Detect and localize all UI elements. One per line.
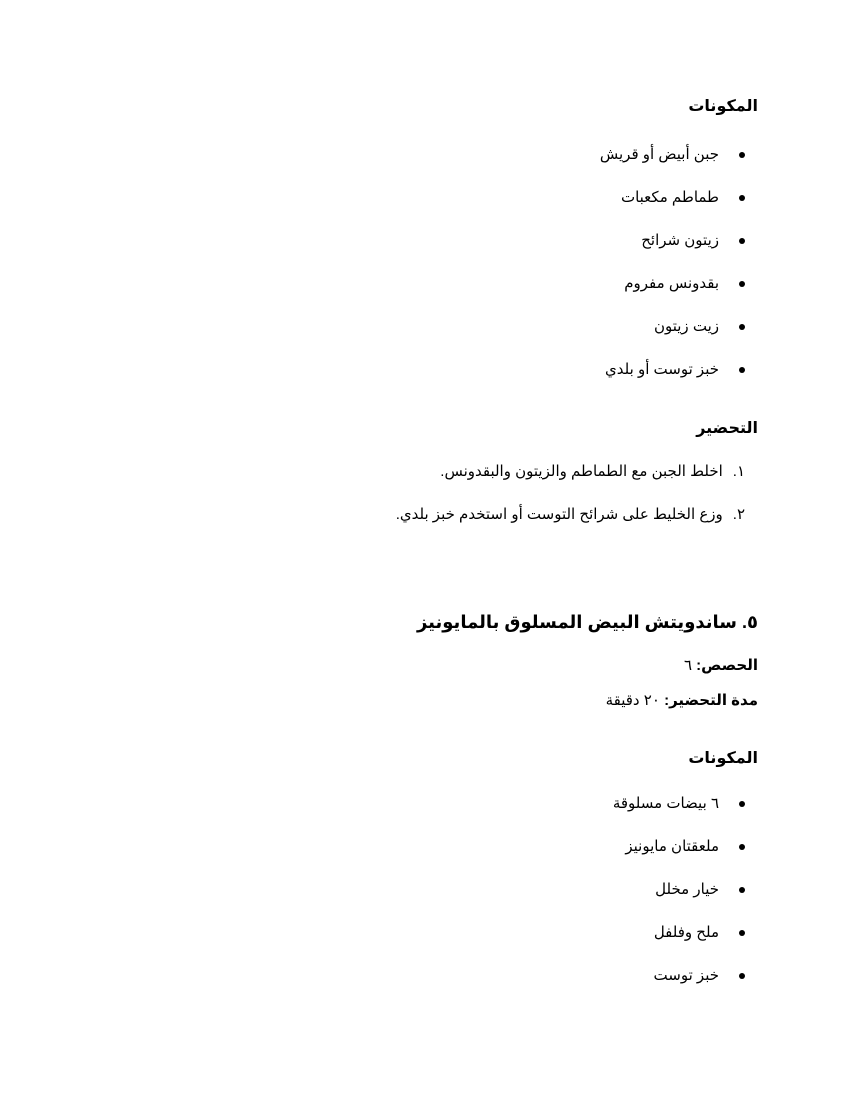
ingredient-text: زيت زيتون bbox=[653, 318, 719, 335]
step-number: ١. bbox=[732, 463, 745, 480]
prep-time-label: مدة التحضير: bbox=[664, 692, 758, 709]
bullet-icon bbox=[739, 973, 745, 979]
list-item bbox=[613, 837, 745, 880]
preparation-steps bbox=[396, 462, 745, 548]
bullet-icon bbox=[739, 195, 745, 201]
step-item bbox=[396, 505, 745, 548]
prep-time-line bbox=[606, 691, 758, 709]
bullet-icon bbox=[739, 238, 745, 244]
bullet-icon bbox=[739, 930, 745, 936]
ingredient-text: خبز توست bbox=[653, 967, 719, 984]
step-number: ٢. bbox=[732, 506, 745, 523]
bullet-icon bbox=[739, 887, 745, 893]
recipe-title: ٥. ساندويتش البيض المسلوق بالمايونيز bbox=[416, 612, 758, 632]
bullet-icon bbox=[739, 801, 745, 807]
ingredients-list bbox=[600, 145, 745, 403]
servings-value: ٦ bbox=[683, 657, 692, 674]
ingredient-text: خيار مخلل bbox=[655, 881, 719, 898]
ingredients-list bbox=[613, 794, 745, 1009]
prep-time-value: ٢٠ دقيقة bbox=[605, 692, 660, 709]
ingredient-text: طماطم مكعبات bbox=[620, 189, 719, 206]
step-text: وزع الخليط على شرائح التوست أو استخدم خبز بلدي. bbox=[395, 506, 723, 523]
list-item bbox=[600, 188, 745, 231]
ingredient-text: جبن أبيض أو قريش bbox=[599, 146, 719, 163]
bullet-icon bbox=[739, 281, 745, 287]
ingredient-text: خبز توست أو بلدي bbox=[605, 361, 719, 378]
ingredients-heading: المكونات bbox=[688, 750, 758, 767]
bullet-icon bbox=[739, 367, 745, 373]
ingredient-text: ملعقتان مايونيز bbox=[625, 838, 719, 855]
step-text: اخلط الجبن مع الطماطم والزيتون والبقدونس. bbox=[440, 463, 723, 480]
step-item bbox=[396, 462, 745, 505]
bullet-icon bbox=[739, 844, 745, 850]
list-item bbox=[600, 231, 745, 274]
ingredient-text: ٦ بيضات مسلوقة bbox=[612, 795, 719, 812]
bullet-icon bbox=[739, 324, 745, 330]
list-item bbox=[613, 880, 745, 923]
list-item bbox=[613, 794, 745, 837]
servings-line bbox=[684, 656, 758, 674]
preparation-heading: التحضير bbox=[696, 420, 758, 437]
list-item bbox=[600, 317, 745, 360]
bullet-icon bbox=[739, 152, 745, 158]
ingredient-text: زيتون شرائح bbox=[641, 232, 719, 249]
ingredient-text: ملح وفلفل bbox=[653, 924, 719, 941]
list-item bbox=[600, 145, 745, 188]
list-item bbox=[600, 360, 745, 403]
list-item bbox=[613, 966, 745, 1009]
ingredients-heading: المكونات bbox=[688, 98, 758, 115]
servings-label: الحصص: bbox=[696, 657, 758, 674]
list-item bbox=[600, 274, 745, 317]
list-item bbox=[613, 923, 745, 966]
ingredient-text: بقدونس مفروم bbox=[624, 275, 719, 292]
